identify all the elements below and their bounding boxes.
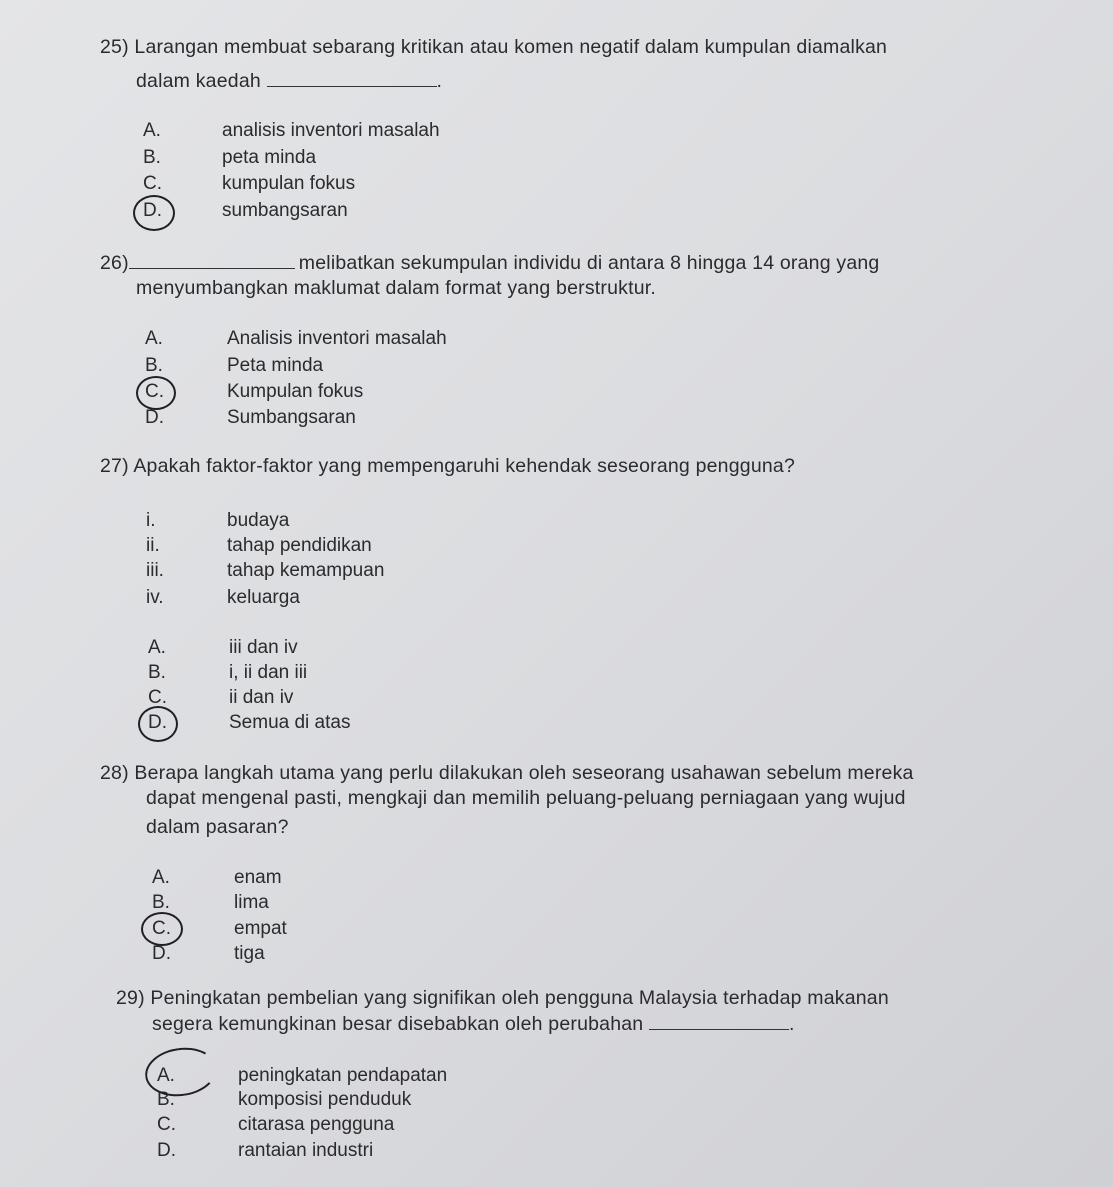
q27-option-b-text: i, ii dan iii — [229, 662, 308, 683]
q26-answer-blank — [129, 268, 295, 269]
q25-option-c-text: kumpulan fokus — [222, 173, 356, 194]
q28-stem-line3: dalam pasaran? — [146, 816, 289, 838]
q26-stem-line1 — [100, 252, 879, 274]
q25-option-b-letter: B. — [143, 147, 161, 168]
q28-option-d-letter: D. — [152, 943, 171, 964]
q29-answer-blank — [649, 1029, 789, 1030]
q26-option-b-text: Peta minda — [227, 355, 324, 376]
q25-stem-line1: 25) Larangan membuat sebarang kritikan atau komen negatif dalam kumpulan diamalkan — [100, 36, 888, 58]
q27-option-d-text: Semua di atas — [229, 712, 351, 733]
q27-item-1-text: budaya — [227, 510, 290, 531]
q29-stem-line2 — [152, 1013, 795, 1035]
q27-item-2-text: tahap pendidikan — [227, 535, 372, 556]
q27-option-b-letter: B. — [148, 662, 166, 683]
q26-option-d-letter: D. — [145, 407, 164, 428]
q28-option-c-text: empat — [234, 918, 287, 939]
q27-option-d-letter: D. — [148, 712, 167, 733]
q29-option-a-text: peningkatan pendapatan — [238, 1065, 448, 1086]
q27-item-1-num: i. — [146, 510, 156, 531]
q27-item-4-text: keluarga — [227, 587, 300, 608]
q26-option-d-text: Sumbangsaran — [227, 407, 356, 428]
q27-item-4-num: iv. — [146, 587, 164, 608]
q26-option-a-text: Analisis inventori masalah — [227, 328, 447, 349]
q26-option-c-letter: C. — [145, 381, 164, 402]
q25-option-c-letter: C. — [143, 173, 162, 194]
q27-option-a-text: iii dan iv — [229, 637, 298, 658]
q28-option-a-letter: A. — [152, 867, 170, 888]
q29-option-c-letter: C. — [157, 1114, 176, 1135]
q27-item-2-num: ii. — [146, 535, 160, 556]
q29-stem-line1: 29) Peningkatan pembelian yang signifikan oleh pengguna Malaysia terhadap makanan — [116, 987, 889, 1009]
q29-option-d-text: rantaian industri — [238, 1140, 374, 1161]
q29-option-c-text: citarasa pengguna — [238, 1114, 395, 1135]
q25-stem-text: dalam kaedah — [136, 70, 261, 92]
q28-option-a-text: enam — [234, 867, 282, 888]
q28-stem-line2: dapat mengenal pasti, mengkaji dan memilih peluang-peluang perniagaan yang wujud — [146, 787, 906, 809]
q27-stem-line1: 27) Apakah faktor-faktor yang mempengaruhi kehendak seseorang pengguna? — [100, 455, 795, 477]
q29-option-b-text: komposisi penduduk — [238, 1089, 412, 1110]
q26-answer-circle — [136, 376, 176, 410]
q26-number: 26) — [100, 252, 129, 274]
q29-stem-text: segera kemungkinan besar disebabkan oleh perubahan — [152, 1013, 644, 1035]
q29-option-d-letter: D. — [157, 1140, 176, 1161]
q27-item-3-text: tahap kemampuan — [227, 560, 385, 581]
q28-stem-line1: 28) Berapa langkah utama yang perlu dilakukan oleh seseorang usahawan sebelum mereka — [100, 762, 914, 784]
q27-item-3-num: iii. — [146, 560, 164, 581]
q29-answer-circle — [142, 1043, 220, 1101]
q27-option-c-text: ii dan iv — [229, 687, 294, 708]
q26-option-b-letter: B. — [145, 355, 163, 376]
q26-stem-text: melibatkan sekumpulan individu di antara 8 hingga 14 orang yang — [298, 252, 880, 274]
q25-option-a-text: analisis inventori masalah — [222, 120, 440, 141]
q25-option-d-letter: D. — [143, 200, 162, 221]
q28-option-d-text: tiga — [234, 943, 265, 964]
q28-option-b-text: lima — [234, 892, 269, 913]
q27-answer-circle — [138, 706, 178, 742]
q25-option-b-text: peta minda — [222, 147, 317, 168]
q25-answer-circle — [133, 195, 175, 231]
q26-option-a-letter: A. — [145, 328, 163, 349]
q29-option-a-letter: A. — [157, 1065, 175, 1086]
q25-answer-blank — [267, 86, 437, 87]
q26-stem-line2: menyumbangkan maklumat dalam format yang berstruktur. — [136, 277, 656, 299]
q29-stem-end: . — [788, 1013, 795, 1035]
q27-option-c-letter: C. — [148, 687, 167, 708]
q28-option-b-letter: B. — [152, 892, 170, 913]
q25-stem-end: . — [436, 70, 443, 92]
q26-option-c-text: Kumpulan fokus — [227, 381, 364, 402]
q25-option-a-letter: A. — [143, 120, 161, 141]
q28-answer-circle — [141, 912, 183, 946]
q27-option-a-letter: A. — [148, 637, 166, 658]
q29-option-b-letter: B. — [157, 1089, 175, 1110]
q25-stem-line2 — [136, 70, 442, 92]
q25-option-d-text: sumbangsaran — [222, 200, 348, 221]
q28-option-c-letter: C. — [152, 918, 171, 939]
